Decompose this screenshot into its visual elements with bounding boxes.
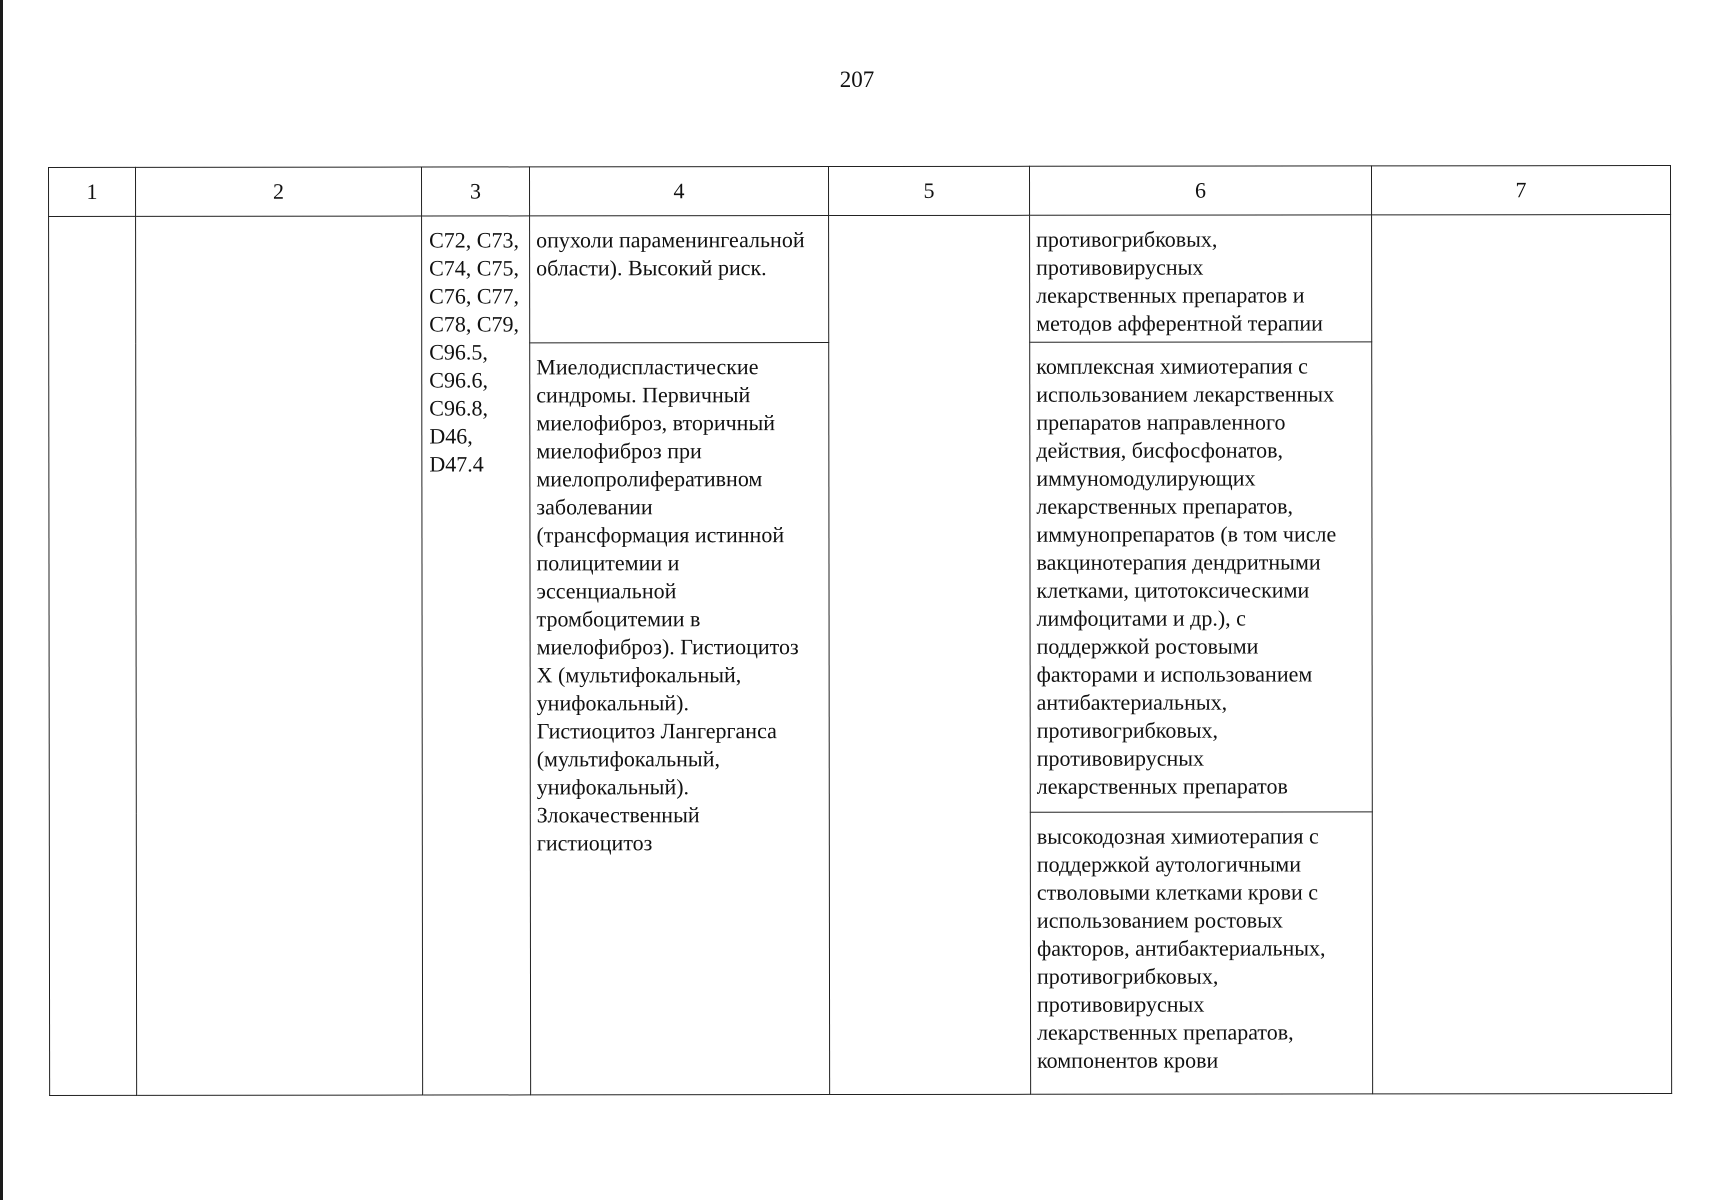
diagnosis-codes: C72, C73, C74, C75, C76, C77, C78, C79, C96.5, C96.6, C96.8, D46, D47.4 bbox=[429, 227, 520, 477]
col1-cell bbox=[49, 216, 137, 1095]
disease-description: Миелодиспластические синдромы. Первичный миелофиброз, вторичный миелофиброз при миелопролиферативном заболевании (трансформация истинной полицитемии и эссенциальной тромбоцитемии в миелофиброз). Гистиоцитоз X (мультифокальный, унифокальный). Гистиоцитоз Лангерганса (мультифокальный, унифокальный). Злокачественный гистиоцитоз bbox=[536, 354, 799, 856]
page-left-edge bbox=[0, 0, 3, 1200]
col5-cell bbox=[829, 215, 1031, 1094]
col6-cell bbox=[1030, 215, 1372, 342]
header-cell: 3 bbox=[422, 167, 530, 216]
col7-cell bbox=[1372, 215, 1672, 1094]
treatment-method: высокодозная химиотерапия с поддержкой аутологичными стволовыми клетками крови с использованием ростовых факторов, антибактериальных, противогрибковых, противовирусных лекарственных препаратов, компонентов крови bbox=[1036, 823, 1326, 1073]
header-cell: 2 bbox=[136, 167, 422, 216]
col3-cell bbox=[422, 216, 531, 1095]
col4-cell bbox=[530, 343, 830, 1095]
data-table bbox=[48, 165, 1672, 1096]
header-cell: 4 bbox=[530, 167, 829, 216]
header-cell: 7 bbox=[1371, 166, 1670, 215]
col4-cell bbox=[530, 216, 829, 343]
col6-cell bbox=[1030, 812, 1372, 1094]
header-cell: 6 bbox=[1029, 166, 1371, 215]
document-table bbox=[48, 165, 1671, 1094]
table-header-row bbox=[49, 166, 1671, 217]
treatment-method: комплексная химиотерапия с использованием лекарственных препаратов направленного действия, бисфосфонатов, иммуномодулирующих лекарственных препаратов, иммунопрепаратов (в том числе вакцинотерапия дендритными клетками, цитотоксическими лимфоцитами и др.), с поддержкой ростовыми факторами и использованием антибактериальных, противогрибковых, противовирусных лекарственных препаратов bbox=[1036, 353, 1337, 799]
table-row bbox=[49, 215, 1671, 344]
header-cell: 5 bbox=[829, 166, 1030, 215]
disease-description: опухоли параменингеальной области). Высокий риск. bbox=[536, 227, 805, 281]
header-cell: 1 bbox=[49, 167, 136, 216]
col6-cell bbox=[1030, 342, 1373, 812]
col2-cell bbox=[136, 216, 423, 1095]
treatment-method: противогрибковых, противовирусных лекарственных препаратов и методов афферентной терапии bbox=[1036, 226, 1323, 336]
page-number: 207 bbox=[839, 67, 875, 92]
